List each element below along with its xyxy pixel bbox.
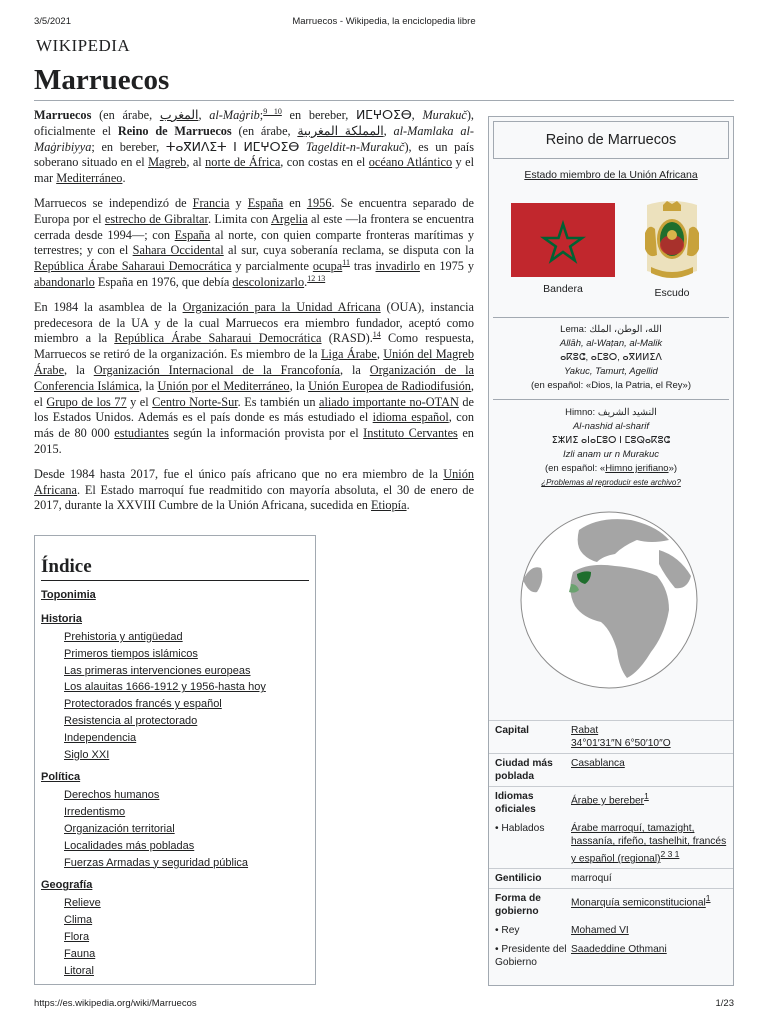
- link-union-africana[interactable]: Unión Africana: [34, 466, 474, 497]
- print-header: [34, 16, 734, 30]
- toc-item[interactable]: Localidades más pobladas: [64, 839, 195, 852]
- link-centro-norte-sur[interactable]: Centro Norte-Sur: [152, 394, 238, 409]
- toc-item[interactable]: Irredentismo: [64, 806, 126, 819]
- link-etiopia[interactable]: Etiopía: [371, 498, 407, 513]
- anthem-label: Himno:: [565, 407, 598, 418]
- italic-translit: Murakuč: [422, 108, 467, 122]
- text: y: [229, 195, 248, 210]
- link-oua[interactable]: Organización para la Unidad Africana: [182, 299, 381, 314]
- text: [299, 140, 306, 154]
- row-hablados: [489, 819, 733, 868]
- link-rabat[interactable]: Rabat: [571, 725, 599, 736]
- paragraph-union-africana: [34, 467, 474, 514]
- coat-of-arms-svg: [639, 199, 705, 283]
- text: y parcialmente: [231, 259, 313, 274]
- bold-official-name: Reino de Marruecos: [117, 123, 232, 138]
- infobox-data: [489, 720, 733, 972]
- text: en 2015.: [34, 426, 474, 456]
- italic-translit: al-Maġrib: [209, 108, 260, 122]
- reference-link[interactable]: 9 10: [263, 106, 282, 116]
- link-g77[interactable]: Grupo de los 77: [46, 394, 127, 409]
- text: al norte, con quien comparte fronteras marítimas y terrestres; y con el: [34, 227, 475, 258]
- text: y el: [126, 394, 153, 409]
- anthem-translit: Al-nashid al-sharif: [572, 421, 650, 432]
- text: »): [668, 463, 678, 474]
- bold-name: Marruecos: [34, 108, 92, 122]
- motto-block: [489, 318, 733, 399]
- location-map[interactable]: [489, 506, 733, 712]
- toc-gap: [41, 605, 309, 609]
- value-hablados: [571, 822, 733, 865]
- toc-title: Índice: [41, 556, 309, 581]
- text: .: [304, 274, 308, 289]
- link-idioma-espanol[interactable]: idioma español: [372, 410, 449, 425]
- anthem-spanish: [491, 462, 731, 476]
- text: ,: [383, 123, 394, 138]
- print-doc-title: Marruecos - Wikipedia, la enciclopedia libre: [292, 16, 476, 27]
- link-mediterraneo[interactable]: Mediterráneo: [56, 171, 123, 186]
- row-presidente: [489, 940, 733, 972]
- paragraph-organizations: [34, 300, 474, 458]
- value-gobierno: [571, 892, 733, 918]
- tifinagh-text: ⵜⴰⴳⵍⴷⵉⵜ ⵏ ⵍⵎⵖⵔⵉⴱ: [165, 139, 300, 154]
- text: , la: [64, 362, 94, 377]
- italic-translit: Tageldit-n-Murakuč: [305, 139, 405, 154]
- toc-item[interactable]: Fuerzas Armadas y seguridad pública: [64, 856, 249, 869]
- text: , al: [186, 155, 206, 170]
- row-gentilicio: [489, 868, 733, 888]
- label-gobierno: Forma de gobierno: [495, 893, 541, 918]
- link-arabic[interactable]: المغرب: [159, 108, 199, 122]
- reference-link[interactable]: 12 13: [307, 273, 326, 283]
- text: . El Estado marroquí fue readmitido con mayoría absoluta, el 30 de enero de 2017, durante la XXVIII Cumbre de la Unión Africana, sucedida en: [34, 482, 474, 513]
- text: ,: [411, 108, 423, 122]
- toc-item[interactable]: Prehistoria y antigüedad: [64, 631, 183, 643]
- print-date: 3/5/2021: [34, 16, 71, 27]
- text: ,: [198, 108, 210, 122]
- link-monarquia[interactable]: Monarquía semiconstitucional: [571, 897, 706, 909]
- text: . Limita con: [207, 211, 271, 226]
- toc-section-geografia[interactable]: Geografía: [41, 879, 93, 892]
- flag-image[interactable]: [511, 203, 615, 277]
- text: (en árabe,: [91, 108, 160, 122]
- text: . Es también un: [237, 394, 319, 409]
- link-oif[interactable]: Organización Internacional de la Francofonía: [93, 362, 341, 377]
- text: Marruecos se independizó de: [34, 195, 193, 210]
- text: ,: [376, 347, 384, 362]
- text: y el mar: [34, 155, 474, 186]
- motto-translit: Allāh, al-Waṭan, al-Malik: [559, 338, 663, 349]
- text: ), oficialmente el: [34, 108, 474, 138]
- link-estudiantes[interactable]: estudiantes: [114, 426, 169, 441]
- motto-label: Lema:: [560, 324, 590, 335]
- link-idiomas[interactable]: Árabe y bereber: [571, 795, 645, 807]
- paragraph-independence: [34, 196, 474, 291]
- toc-item[interactable]: Resistencia al protectorado: [64, 714, 198, 727]
- link-argelia[interactable]: Argelia: [271, 211, 308, 226]
- motto-berber: Yakuc, Tamurt, Agellid: [564, 366, 658, 377]
- value-capital: [571, 724, 733, 750]
- text: al este —la frontera se encuentra cerrada desde 1994—; con: [34, 211, 474, 242]
- row-ciudad: [489, 753, 733, 786]
- link-francia[interactable]: Francia: [192, 195, 230, 210]
- globe-svg: [519, 510, 699, 690]
- motto-spanish: (en español: «Dios, la Patria, el Rey»): [531, 380, 691, 391]
- text: Desde 1984 hasta 2017, fue el único país africano que no era miembro de la: [34, 466, 444, 481]
- text: (en español: «: [544, 463, 606, 474]
- text: en 1975 y: [419, 259, 475, 274]
- coat-of-arms-image[interactable]: [639, 199, 705, 283]
- text: . Se encuentra separado de Europa por el: [34, 195, 475, 226]
- link-arabic[interactable]: المملكة المغربية: [297, 123, 384, 138]
- value-gentilicio: marroquí: [571, 873, 612, 885]
- title-divider: [34, 100, 734, 101]
- toc-section-toponimia[interactable]: Toponimia: [41, 589, 96, 601]
- text: Como respuesta, Marruecos se retiró de la organización. Es miembro de la: [34, 331, 475, 362]
- text: de los Estados Unidos. Además es el país donde es más estudiado el: [34, 394, 475, 425]
- link-invadirlo[interactable]: invadirlo: [375, 259, 420, 274]
- link-uma[interactable]: Unión del Magreb Árabe: [34, 347, 474, 377]
- print-footer: [34, 998, 734, 1010]
- text: .: [122, 171, 126, 186]
- text: (RASD).: [321, 331, 373, 346]
- print-page-number: 1/23: [715, 998, 734, 1009]
- shield-sun: [667, 230, 677, 240]
- flag-background: [511, 203, 615, 277]
- label-capital: Capital: [495, 725, 529, 736]
- reference-link[interactable]: 1: [644, 791, 649, 801]
- label-idiomas: Idiomas oficiales: [495, 791, 536, 815]
- anthem-arabic: النشيد الشريف: [597, 407, 657, 418]
- link-norte-africa[interactable]: norte de África: [205, 155, 281, 170]
- motto-tifinagh: ⴰⴽⵓⵛ, ⴰⵎⵓⵔ, ⴰⴳⵍⵍⵉⴷ: [560, 352, 662, 363]
- link-magreb[interactable]: Magreb: [148, 155, 187, 170]
- text: En 1984 la asamblea de la: [34, 299, 183, 314]
- label-presidente: • Presidente del Gobierno: [495, 944, 567, 969]
- text: .: [406, 498, 410, 513]
- anthem-tifinagh: ⵉⵣⵍⵉ ⴰⵏⴰⵎⵓⵔ ⵏ ⵎⵓⵕⴰⴽⵓⵛ: [551, 435, 671, 446]
- audio-help-link[interactable]: ¿Problemas al reproducir este archivo?: [541, 478, 681, 487]
- link-casablanca[interactable]: Casablanca: [571, 758, 625, 769]
- row-gobierno: [489, 888, 733, 921]
- link-liga-arabe[interactable]: Liga Árabe: [320, 347, 377, 362]
- link-instituto-cervantes[interactable]: Instituto Cervantes: [363, 426, 458, 441]
- anthem-berber: Izli anam ur n Murakuc: [562, 449, 660, 460]
- link-coordinates[interactable]: 34°01′31″N 6°50′10″O: [571, 738, 671, 749]
- table-of-contents: [34, 535, 316, 985]
- infobox-subtitle: [493, 163, 729, 187]
- text: al sur, cuya soberanía reclama, se disputa con la: [223, 243, 474, 258]
- link-1956[interactable]: 1956: [306, 195, 332, 210]
- tifinagh-text: ⵍⵎⵖⵔⵉⴱ: [355, 108, 412, 122]
- toc-section-politica[interactable]: Política: [41, 771, 81, 784]
- toc-item[interactable]: Organización territorial: [64, 822, 175, 835]
- print-url: https://es.wikipedia.org/wiki/Marruecos: [34, 998, 197, 1009]
- coa-caption[interactable]: Escudo: [654, 287, 690, 299]
- link-espana[interactable]: España: [247, 195, 284, 210]
- link-ocupa[interactable]: ocupa: [312, 259, 343, 274]
- toc-item[interactable]: Flora: [64, 930, 90, 943]
- anthem-line: [491, 406, 731, 420]
- text: en: [283, 195, 307, 210]
- toc-item[interactable]: Relieve: [64, 897, 101, 910]
- infobox: [488, 116, 734, 986]
- toc-item[interactable]: Independencia: [64, 731, 137, 744]
- toc-gap: [41, 871, 309, 875]
- toc-item[interactable]: Protectorados francés y español: [64, 698, 222, 711]
- link-rasd[interactable]: República Árabe Saharaui Democrática: [34, 259, 232, 274]
- link-uer[interactable]: Unión Europea de Radiodifusión: [308, 378, 471, 393]
- text: , el: [34, 378, 474, 409]
- anthem-block: [489, 400, 733, 496]
- link-saadeddine-othmani[interactable]: Saadeddine Othmani: [571, 944, 667, 956]
- toc-item[interactable]: Primeros tiempos islámicos: [64, 647, 198, 660]
- link-oci[interactable]: Organización de la Conferencia Islámica: [34, 362, 474, 393]
- text: ), es un país soberano situado en el: [34, 139, 474, 170]
- toc-item[interactable]: Derechos humanos: [64, 789, 160, 802]
- row-capital: [489, 720, 733, 753]
- infobox-title: Reino de Marruecos: [493, 121, 729, 159]
- link-upm[interactable]: Unión por el Mediterráneo: [157, 378, 290, 393]
- value-rey: [571, 924, 733, 937]
- link-estrecho-gibraltar[interactable]: estrecho de Gibraltar: [104, 211, 208, 226]
- reference-link[interactable]: 14: [372, 330, 381, 340]
- link-rasd[interactable]: República Árabe Saharaui Democrática: [114, 331, 322, 346]
- value-idiomas: [571, 790, 733, 816]
- article-body: [34, 108, 474, 523]
- toc-item[interactable]: Fauna: [64, 947, 96, 960]
- page-title: Marruecos: [34, 64, 170, 96]
- flag-svg: [511, 203, 615, 277]
- flag-caption[interactable]: Bandera: [543, 283, 583, 295]
- text: , la: [289, 378, 309, 393]
- link-descolonizarlo[interactable]: descolonizarlo: [232, 274, 305, 289]
- text: según la información provista por el: [168, 426, 364, 441]
- toc-item[interactable]: Los alauitas 1666-1912 y 1956-hasta hoy: [64, 681, 266, 694]
- text: (en árabe,: [231, 123, 298, 138]
- toc-item[interactable]: Siglo XXI: [64, 748, 110, 761]
- link-espana[interactable]: España: [174, 227, 211, 242]
- text: (OUA), instancia predecesora de la UA y de la cual Marruecos era miembro fundador, aceptó como miembro a la: [34, 299, 474, 346]
- text: ;: [259, 108, 264, 122]
- text: ; en bereber,: [91, 139, 166, 154]
- italic-translit: al-Mamlaka al-Maġribiyya: [34, 123, 474, 154]
- link-mohamed-vi[interactable]: Mohamed VI: [571, 925, 629, 937]
- text: en bereber,: [281, 108, 356, 122]
- label-gentilicio: Gentilicio: [495, 873, 542, 885]
- link-hablados[interactable]: Árabe marroquí, tamazight, hassanía, rifeño, tashelhit, francés y español (regional): [571, 823, 727, 865]
- link-abandonarlo[interactable]: abandonarlo: [34, 274, 95, 289]
- label-hablados: • Hablados: [495, 823, 545, 834]
- value-ciudad: [571, 757, 733, 783]
- label-ciudad: Ciudad más poblada: [495, 758, 553, 782]
- label-rey: • Rey: [495, 925, 520, 937]
- row-rey: [489, 921, 733, 940]
- toc-item[interactable]: Clima: [64, 914, 93, 927]
- text: , con costas en el: [280, 155, 369, 170]
- reference-link[interactable]: 1: [705, 893, 711, 904]
- reference-link[interactable]: 2 3 1: [660, 849, 680, 859]
- paragraph-intro: [34, 108, 474, 187]
- row-idiomas: [489, 786, 733, 819]
- infobox-images: [489, 191, 733, 317]
- text: , con más de 80 000: [34, 410, 475, 441]
- toc-item[interactable]: Litoral: [64, 964, 94, 977]
- link-sahara-occidental[interactable]: Sahara Occidental: [132, 243, 224, 258]
- toc-gap: [41, 763, 309, 767]
- text: , la: [139, 378, 158, 393]
- toc-section-historia[interactable]: Historia: [41, 613, 82, 625]
- link-estado-miembro[interactable]: Estado miembro de la Unión Africana: [524, 169, 698, 181]
- link-oceano-atlantico[interactable]: océano Atlántico: [368, 155, 453, 170]
- motto-arabic: الله، الوطن، الملك: [589, 324, 662, 335]
- text: España en 1976, que debía: [94, 274, 233, 289]
- value-presidente: [571, 943, 733, 969]
- reference-link[interactable]: 11: [342, 258, 350, 268]
- link-himno-jerifiano[interactable]: Himno jerifiano: [605, 463, 669, 474]
- wikipedia-logo[interactable]: WIKIPEDIA: [36, 36, 131, 55]
- link-aliado-otan[interactable]: aliado importante no-OTAN: [318, 394, 459, 409]
- motto-line: [491, 323, 731, 337]
- text: tras: [349, 259, 376, 274]
- text: , la: [340, 362, 370, 377]
- toc-item[interactable]: Las primeras intervenciones europeas: [64, 664, 251, 677]
